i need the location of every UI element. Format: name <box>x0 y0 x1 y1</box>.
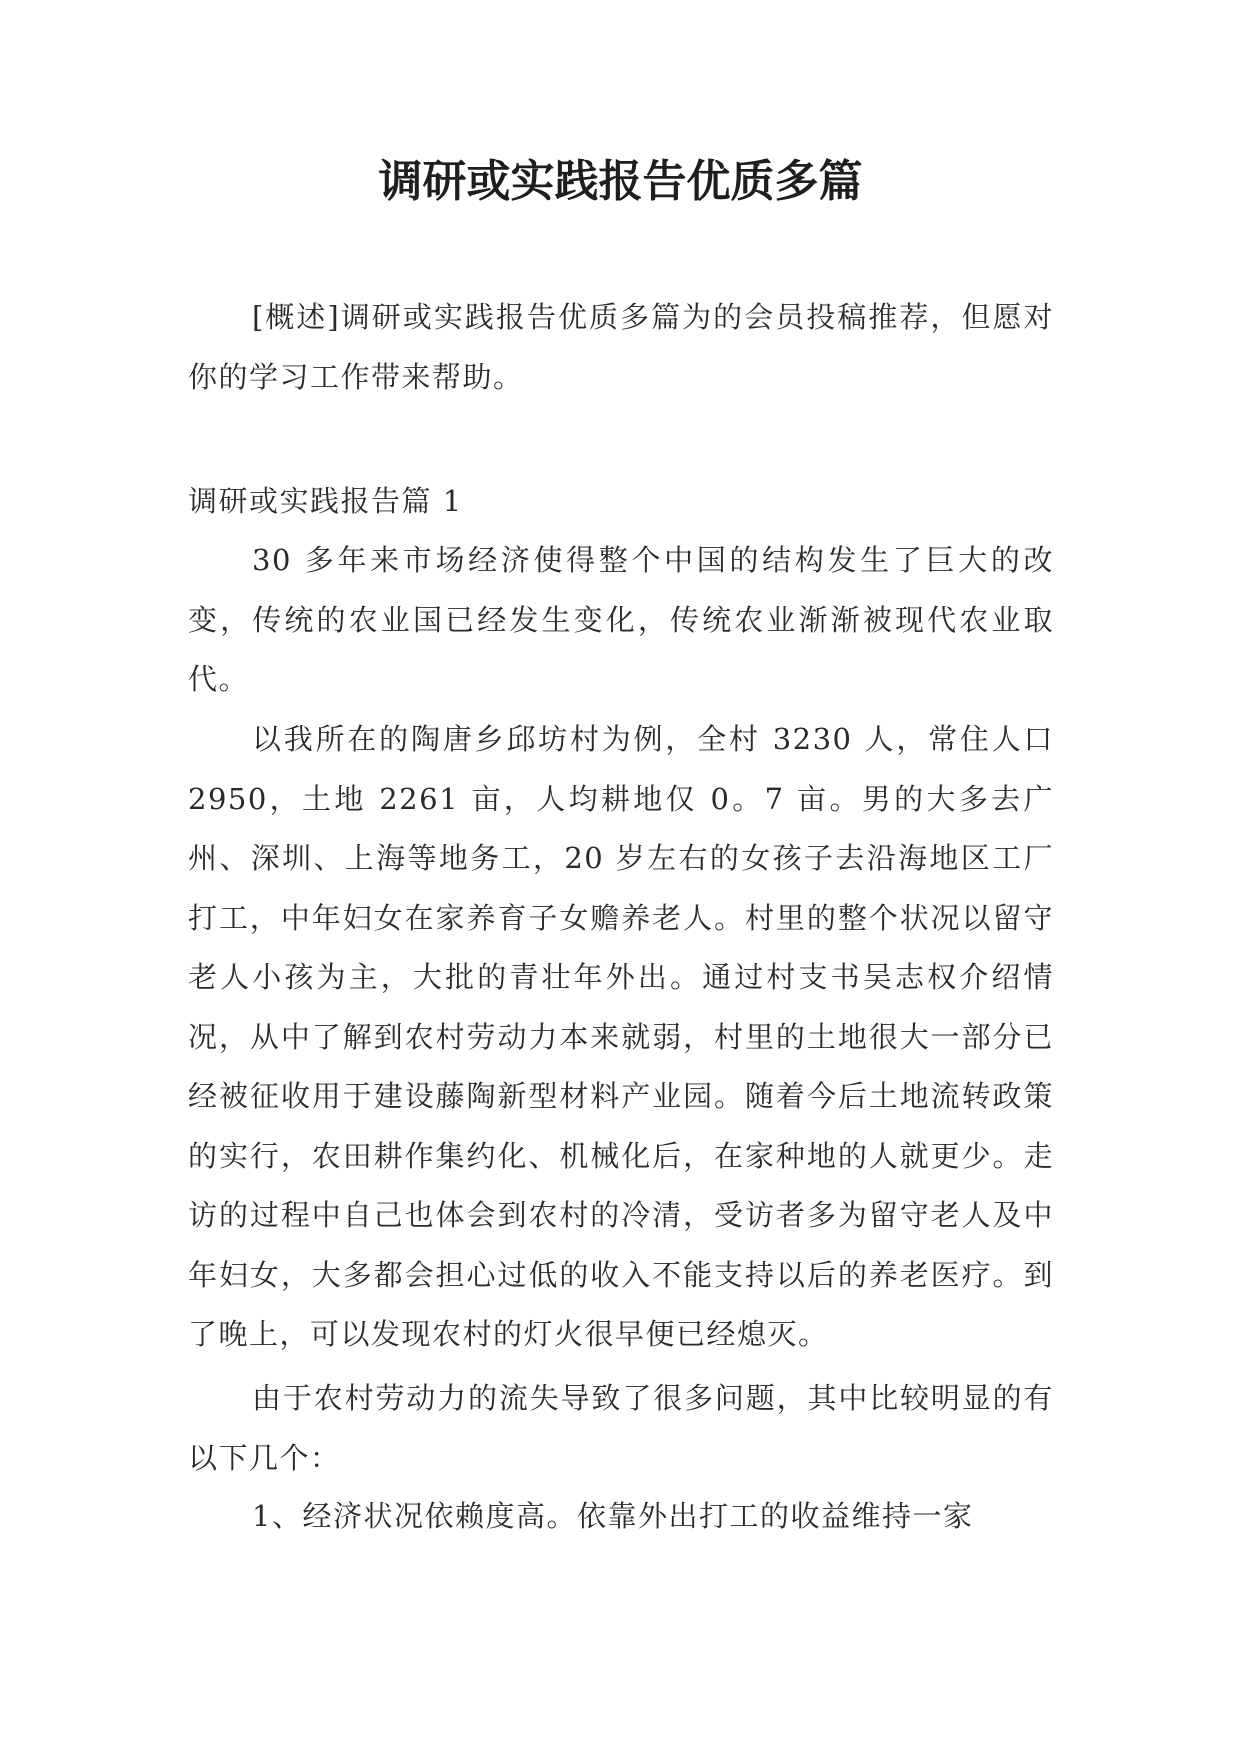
document-title: 调研或实践报告优质多篇 <box>378 156 863 207</box>
body-paragraph: 1、经济状况依赖度高。依靠外出打工的收益维持一家 <box>252 1499 974 1533</box>
body-paragraph: 30 多年来市场经济使得整个中国的结构发生了巨大的改变，传统的农业国已经发生变化，传统农业渐渐被现代农业取代。 <box>188 543 1054 696</box>
section-heading: 调研或实践报告篇 1 <box>188 484 463 518</box>
summary-paragraph: [概述]调研或实践报告优质多篇为的会员投稿推荐，但愿对你的学习工作带来帮助。 <box>188 300 1054 394</box>
body-paragraph: 由于农村劳动力的流失导致了很多问题，其中比较明显的有以下几个： <box>188 1381 1054 1475</box>
body-paragraph: 以我所在的陶唐乡邱坊村为例，全村 3230 人，常住人口 2950，土地 2261 亩，人均耕地仅 0。7 亩。男的大多去广州、深圳、上海等地务工，20 岁左右的女孩子去沿海地区工厂打工，中年妇女在家养育子女赡养老人。村里的整个状况以留守老人小孩为主，大批的青壮年外出。通过村支书吴志权介绍情况，从中了解到农村劳动力本来就弱，村里的土地很大一部分已经被征收用于建设藤陶新型材料产业园。随着今后土地流转政策的实行，农田耕作集约化、机械化后，在家种地的人就更少。走访的过程中自己也体会到农村的冷清，受访者多为留守老人及中年妇女，大多都会担心过低的收入不能支持以后的养老医疗。到了晚上，可以发现农村的灯火很早便已经熄灭。 <box>188 722 1054 1351</box>
